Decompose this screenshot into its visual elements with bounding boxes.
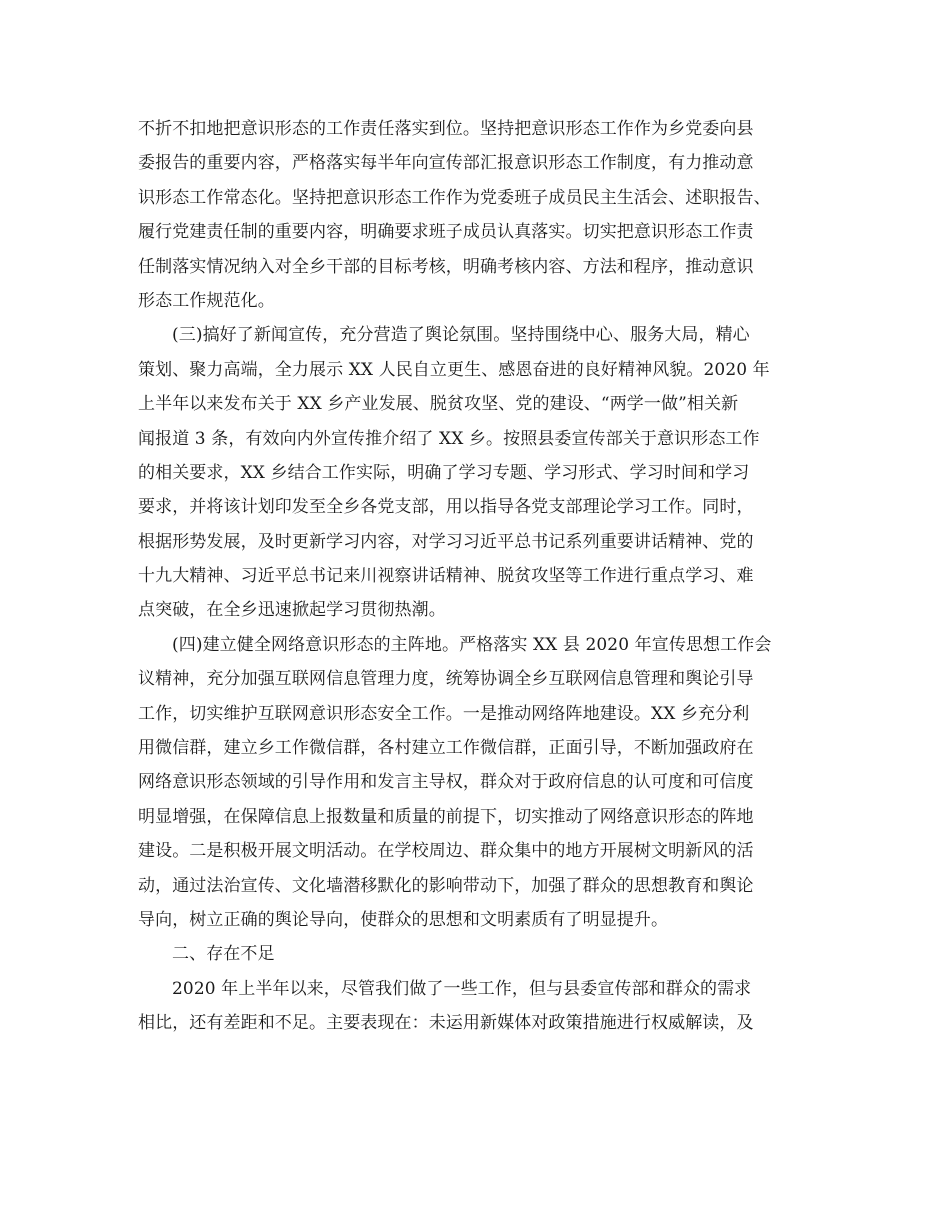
text-line: 动，通过法治宣传、文化墙潜移默化的影响带动下，加强了群众的思想教育和舆论 xyxy=(138,875,754,896)
paragraph-shortcomings xyxy=(138,972,818,1041)
document-body xyxy=(138,112,818,1041)
paragraph-responsibility xyxy=(138,112,818,318)
text-line: 工作，切实维护互联网意识形态安全工作。一是推动网络阵地建设。XX 乡充分利 xyxy=(138,703,750,724)
text-line: 上半年以来发布关于 XX 乡产业发展、脱贫攻坚、党的建设、“两学一做”相关新 xyxy=(138,394,739,415)
text-line: 点突破，在全乡迅速掀起学习贯彻热潮。 xyxy=(138,600,446,621)
section-heading-shortcomings xyxy=(138,937,818,971)
text-line: 明显增强，在保障信息上报数量和质量的前提下，切实推动了网络意识形态的阵地 xyxy=(138,806,754,827)
text-line: 的相关要求，XX 乡结合工作实际，明确了学习专题、学习形式、学习时间和学习 xyxy=(138,462,750,483)
text-line: 形态工作规范化。 xyxy=(138,290,275,311)
section-heading: 二、存在不足 xyxy=(172,944,275,965)
text-line: 议精神，充分加强互联网信息管理力度，统筹协调全乡互联网信息管理和舆论引导 xyxy=(138,669,754,690)
text-line: 十九大精神、习近平总书记来川视察讲话精神、脱贫攻坚等工作进行重点学习、难 xyxy=(138,566,754,587)
text-line: 相比，还有差距和不足。主要表现在：未运用新媒体对政策措施进行权威解读，及 xyxy=(138,1013,754,1034)
text-line: 用微信群，建立乡工作微信群，各村建立工作微信群，正面引导，不断加强政府在 xyxy=(138,738,754,759)
text-line: 要求，并将该计划印发至全乡各党支部，用以指导各党支部理论学习工作。同时， xyxy=(138,497,754,518)
text-line: 导向，树立正确的舆论导向，使群众的思想和文明素质有了明显提升。 xyxy=(138,909,669,930)
paragraph-news-publicity xyxy=(138,318,818,628)
text-line: 识形态工作常态化。坚持把意识形态工作作为党委班子成员民主生活会、述职报告、 xyxy=(138,187,771,208)
text-line: 2020 年上半年以来，尽管我们做了一些工作，但与县委宣传部和群众的需求 xyxy=(172,978,752,999)
text-line: 策划、聚力高端，全力展示 XX 人民自立更生、感恩奋进的良好精神风貌。2020 年 xyxy=(138,359,770,380)
text-line: 委报告的重要内容，严格落实每半年向宣传部汇报意识形态工作制度，有力推动意 xyxy=(138,153,754,174)
paragraph-network-ideology xyxy=(138,628,818,938)
text-line: 任制落实情况纳入对全乡干部的目标考核，明确考核内容、方法和程序，推动意识 xyxy=(138,256,754,277)
text-line: (四)建立健全网络意识形态的主阵地。严格落实 XX 县 2020 年宣传思想工作会 xyxy=(172,634,772,655)
text-line: 不折不扣地把意识形态的工作责任落实到位。坚持把意识形态工作作为乡党委向县 xyxy=(138,119,754,139)
text-line: 网络意识形态领域的引导作用和发言主导权，群众对于政府信息的认可度和可信度 xyxy=(138,772,754,793)
text-line: 根据形势发展，及时更新学习内容，对学习习近平总书记系列重要讲话精神、党的 xyxy=(138,531,754,552)
text-line: 建设。二是积极开展文明活动。在学校周边、群众集中的地方开展树文明新风的活 xyxy=(138,841,754,862)
text-line: (三)搞好了新闻宣传，充分营造了舆论氛围。坚持围绕中心、服务大局，精心 xyxy=(172,325,750,346)
text-line: 闻报道 3 条，有效向内外宣传推介绍了 XX 乡。按照县委宣传部关于意识形态工作 xyxy=(138,428,760,449)
text-line: 履行党建责任制的重要内容，明确要求班子成员认真落实。切实把意识形态工作责 xyxy=(138,222,754,243)
